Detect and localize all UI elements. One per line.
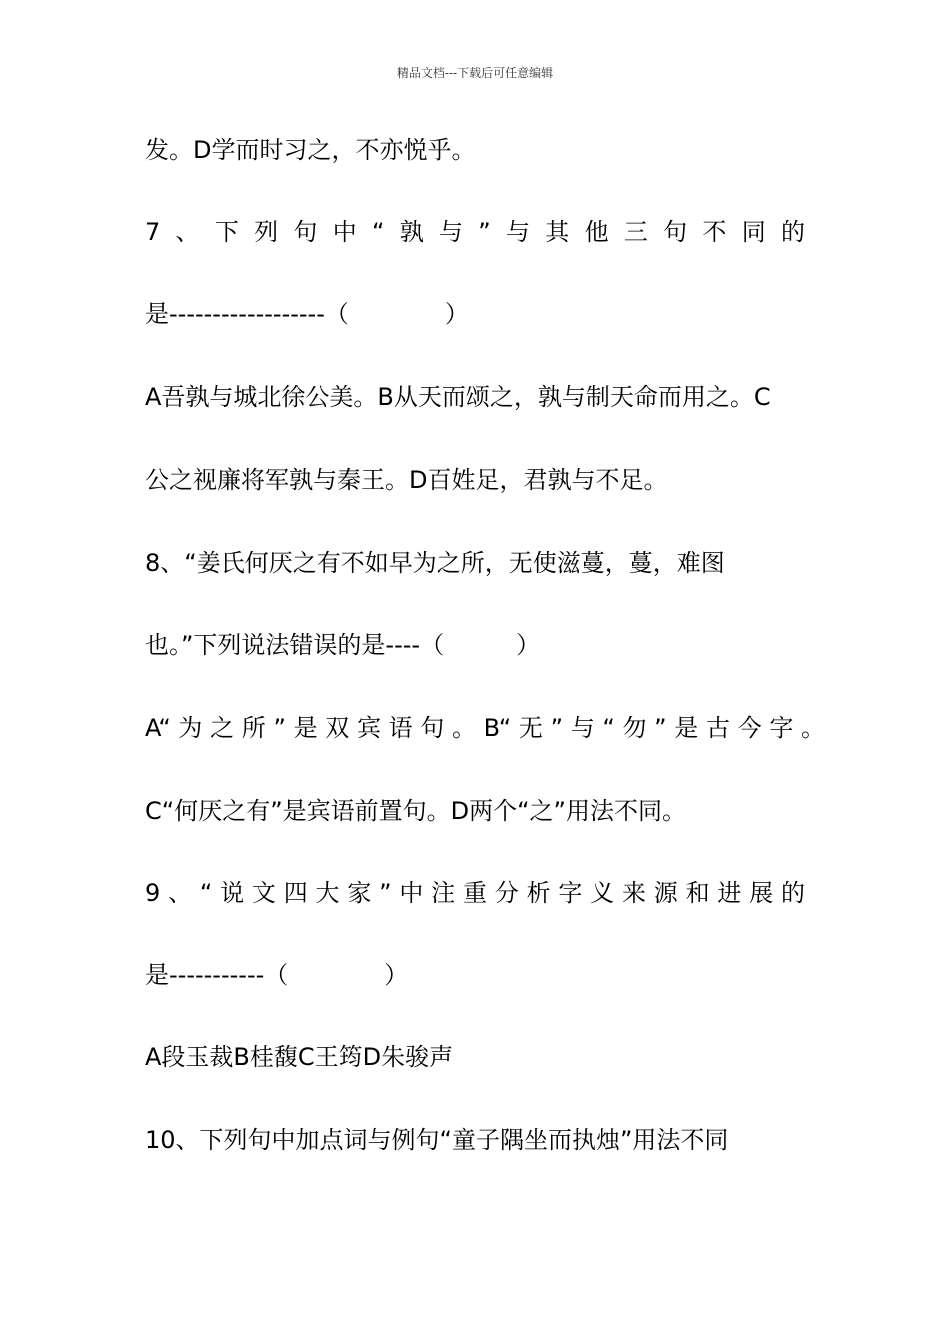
question-9-stem: 9、“说文四大家”中注重分析字义来源和进展的 [145, 879, 805, 907]
page-header: 精品文档---下载后可任意编辑 [396, 66, 554, 80]
question-7-options-line-1: A吾孰与城北徐公美。B从天而颂之，孰与制天命而用之。C [145, 383, 771, 411]
question-8-stem: 8、“姜氏何厌之有不如早为之所，无使滋蔓，蔓，难图 [145, 549, 725, 577]
text-line-1: 发。D学而时习之，不亦悦乎。 [145, 136, 476, 164]
question-8-options-line-1: A“为之所”是双宾语句。B“无”与“勿”是古今字。 [145, 714, 825, 742]
question-7-options-line-2: 公之视廉将军孰与秦王。D百姓足，君孰与不足。 [145, 466, 668, 494]
question-10-stem: 10、下列句中加点词与例句“童子隅坐而执烛”用法不同 [145, 1126, 729, 1154]
question-9-blank: 是-----------（ ） [145, 961, 409, 989]
question-8-options-line-2: C“何厌之有”是宾语前置句。D两个“之”用法不同。 [145, 797, 686, 825]
question-7-stem: 7、下列句中“孰与”与其他三句不同的 [145, 218, 805, 246]
question-9-options: A段玉裁B桂馥C王筠D朱骏声 [145, 1043, 454, 1071]
question-7-blank: 是------------------（ ） [145, 300, 469, 328]
question-8-blank: 也。”下列说法错误的是----（ ） [145, 631, 541, 659]
